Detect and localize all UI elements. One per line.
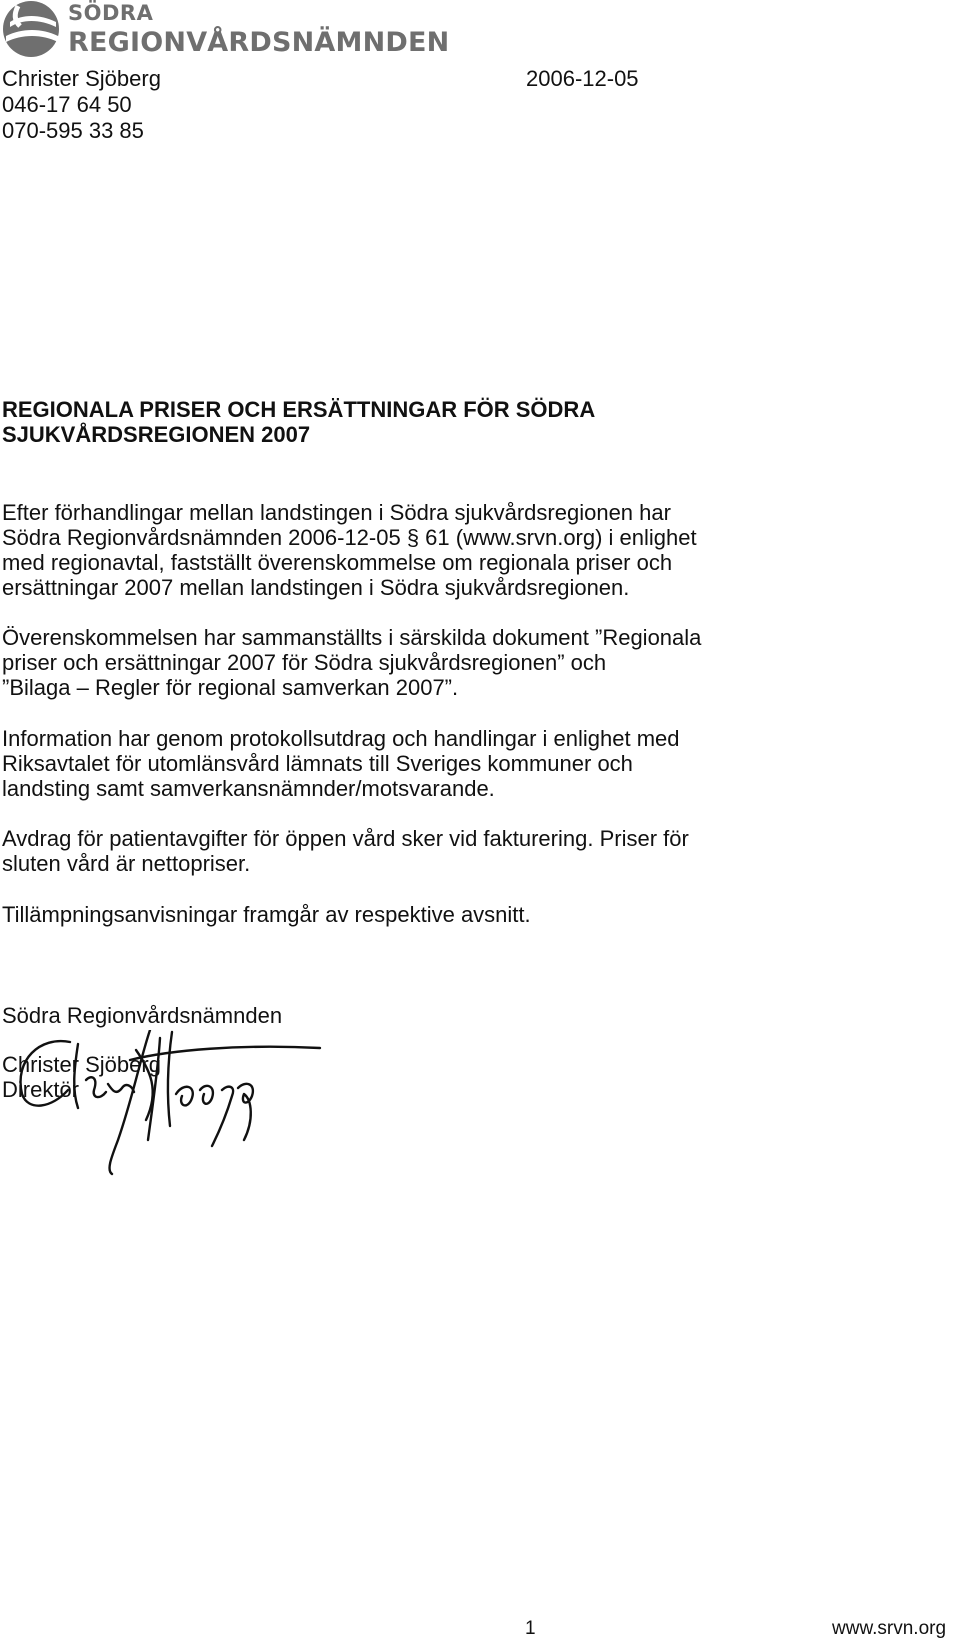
paragraph-line: ersättningar 2007 mellan landstingen i Södra sjukvårdsregionen. [2, 575, 630, 600]
paragraph-line: Överenskommelsen har sammanställts i särskilda dokument ”Regionala [2, 625, 702, 650]
document-title-line2: SJUKVÅRDSREGIONEN 2007 [2, 422, 311, 447]
paragraph-application [2, 902, 942, 927]
document-title-line1: REGIONALA PRISER OCH ERSÄTTNINGAR FÖR SÖDRA [2, 397, 596, 422]
closing-organisation: Södra Regionvårdsnämnden [2, 1003, 283, 1028]
phone-number-2: 070-595 33 85 [2, 118, 144, 143]
phone-number-1: 046-17 64 50 [2, 92, 132, 117]
paragraph-line: Information har genom protokollsutdrag och handlingar i enlighet med [2, 726, 680, 751]
paragraph-documents [2, 625, 942, 700]
paragraph-line: Södra Regionvårdsnämnden 2006-12-05 § 61 (www.srvn.org) i enlighet [2, 525, 697, 550]
paragraph-line: Efter förhandlingar mellan landstingen i Södra sjukvårdsregionen har [2, 500, 671, 525]
paragraph-information [2, 726, 942, 801]
organisation-logo [0, 0, 450, 60]
footer-website: www.srvn.org [832, 1618, 947, 1639]
paragraph-deductions [2, 826, 942, 876]
logo-emblem-icon [0, 0, 66, 60]
paragraph-line: Riksavtalet för utomlänsvård lämnats till Sveriges kommuner och [2, 751, 633, 776]
paragraph-line: Avdrag för patientavgifter för öppen vård sker vid fakturering. Priser för [2, 826, 689, 851]
logo-text-line1: SÖDRA [68, 1, 154, 25]
paragraph-line: sluten vård är nettopriser. [2, 851, 251, 876]
paragraph-line: priser och ersättningar 2007 för Södra sjukvårdsregionen” och [2, 650, 607, 675]
logo-text-line2: REGIONVÅRDSNÄMNDEN [68, 27, 450, 58]
paragraph-line: ”Bilaga – Regler för regional samverkan 2007”. [2, 675, 459, 700]
paragraph-line: med regionavtal, fastställt överenskommelse om regionala priser och [2, 550, 673, 575]
document-date: 2006-12-05 [526, 66, 639, 91]
paragraph-line: Tillämpningsanvisningar framgår av respektive avsnitt. [2, 902, 531, 927]
paragraph-agreement [2, 500, 942, 600]
signatory-name: Christer Sjöberg [2, 1052, 161, 1077]
author-name: Christer Sjöberg [2, 66, 161, 91]
paragraph-line: landsting samt samverkansnämnder/motsvarande. [2, 776, 495, 801]
signatory-title: Direktör [2, 1077, 80, 1102]
page-number: 1 [525, 1618, 536, 1639]
